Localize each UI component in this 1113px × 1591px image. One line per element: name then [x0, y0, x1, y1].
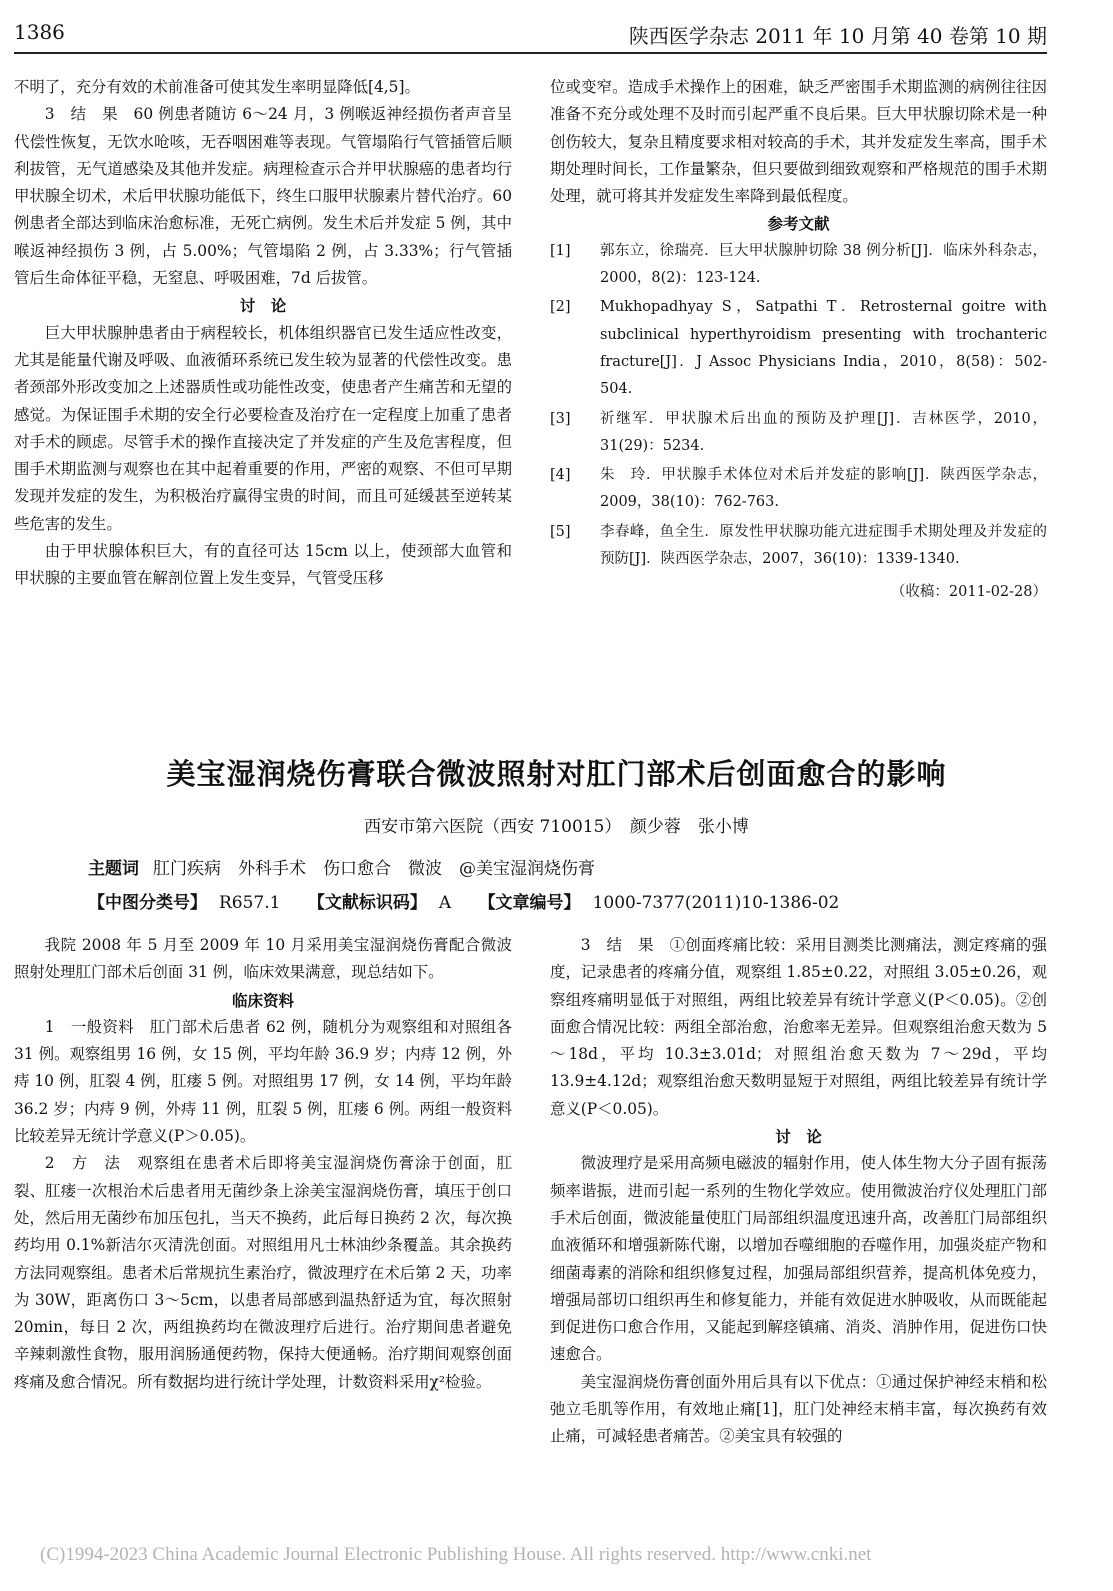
prev-article-right-column [550, 74, 1047, 607]
paragraph: 3 结 果 60 例患者随访 6～24 月，3 例喉返神经损伤者声音呈代偿性恢复，无饮水呛咳，无吞咽困难等表现。气管塌陷行气管插管后顺利拔管，无气道感染及其他并发症。病理检查示合并甲状腺癌的患者均行甲状腺全切术，术后甲状腺功能低下，终生口服甲状腺素片替代治疗。60 例患者全部达到临床治愈标准，无死亡病例。发生术后并发症 5 例，其中喉返神经损伤 3 例，占 5.00%；气管塌陷 2 例，占 3.33%；行气管插管后生命体征平稳，无窒息、呼吸困难，7d 后拔管。 [14, 105, 512, 288]
reference-item: [4] 朱 玲．甲状腺手术体位对术后并发症的影响[J]．陕西医学杂志，2009，38(10)：762-763. [550, 467, 1047, 511]
reference-item: [1] 郭东立，徐瑞亮．巨大甲状腺肿切除 38 例分析[J]．临床外科杂志，2000，8(2)：123-124. [550, 242, 1047, 287]
page-header [14, 20, 1047, 50]
clinical-heading: 临床资料 [231, 990, 294, 1010]
keywords-line [88, 854, 595, 879]
paragraph: 1 一般资料 肛门部术后患者 62 例，随机分为观察组和对照组各 31 例。观察组男 16 例，女 15 例，平均年龄 36.9 岁；内痔 12 例，外痔 10 例，肛裂 4 例，肛瘘 5 例。对照组男 17 例，女 14 例，平均年龄 36.2 岁；内痔 9 例，外痔 11 例，肛裂 5 例，肛瘘 6 例。两组一般资料比较差异无统计学意义(P＞0.05)。 [14, 1017, 512, 1146]
paragraph: 巨大甲状腺肿患者由于病程较长，机体组织器官已发生适应性改变，尤其是能量代谢及呼吸、血液循环系统已发生较为显著的代偿性改变。患者颈部外形改变加之上述器质性或功能性改变，使患者产生痛苦和无望的感觉。为保证围手术期的安全行必要检查及治疗在一定程度上加重了患者对手术的顾虑。尽管手术的操作直接决定了并发症的产生及危害程度，但围手术期监测与观察也在其中起着重要的作用，严密的观察、不但可早期发现并发症的发生，为积极治疗赢得宝贵的时间，而且可延缓甚至逆转某些危害的发生。 [14, 323, 512, 533]
header-rule [14, 52, 1047, 54]
paragraph: 我院 2008 年 5 月至 2009 年 10 月采用美宝湿润烧伤膏配合微波照射处理肛门部术后创面 31 例，临床效果满意，现总结如下。 [14, 936, 512, 982]
paragraph: 由于甲状腺体积巨大，有的直径可达 15cm 以上，使颈部大血管和甲状腺的主要血管在解剖位置上发生变异，气管受压移 [14, 542, 512, 588]
prev-article-left-column [14, 74, 512, 593]
keywords: 肛门疾病 外科手术 伤口愈合 微波 @美宝湿润烧伤膏 [153, 859, 595, 879]
classification-line [88, 888, 861, 913]
journal-title: 陕西医学杂志 2011 年 10 月第 40 卷第 10 期 [628, 24, 1047, 48]
paragraph: 微波理疗是采用高频电磁波的辐射作用，使人体生物大分子固有振荡频率谐振，进而引起一系列的生物化学效应。使用微波治疗仪处理肛门部手术后创面，微波能量使肛门局部组织温度迅速升高，改善肛门局部组织血液循环和增强新陈代谢，以增加吞噬细胞的吞噬作用，加强炎症产物和细菌毒素的消除和组织修复过程，加强局部组织营养，提高机体免疫力，增强局部切口组织再生和修复能力，并能有效促进水肿吸收，从而既能起到促进伤口愈合作用，又能起到解痉镇痛、消炎、消肿作用，促进伤口快速愈合。 [550, 1154, 1047, 1364]
paragraph: 3 结 果 ①创面疼痛比较：采用目测类比测痛法，测定疼痛的强度，记录患者的疼痛分值，观察组 1.85±0.22，对照组 3.05±0.26，观察组疼痛明显低于对照组，两组比较差异有统计学意义(P＜0.05)。②创面愈合情况比较：两组全部治愈，治愈率无差异。但观察组治愈天数为 5～18d，平均 10.3±3.01d；对照组治愈天数为 7～29d，平均 13.9±4.12d；观察组治愈天数明显短于对照组，两组比较差异有统计学意义(P＜0.05)。 [550, 936, 1047, 1118]
reference-item: [5] 李春峰，鱼全生．原发性甲状腺功能亢进症围手术期处理及并发症的预防[J]．陕西医学杂志，2007，36(10)：1339-1340. [550, 523, 1047, 568]
paragraph: 2 方 法 观察组在患者术后即将美宝湿润烧伤膏涂于创面，肛裂、肛瘘一次根治术后患者用无菌纱条上涂美宝湿润烧伤膏，填压于创口处，然后用无菌纱布加压包扎，当天不换药，此后每日换药 2 次，每次换药均用 0.1%新洁尔灭清洗创面。对照组用凡士林油纱条覆盖。其余换药方法同观察组。患者术后常规抗生素治疗，微波理疗在术后第 2 天，功率为 30W，距离伤口 3～5cm，以患者局部感到温热舒适为宜，每次照射 20min，每日 2 次，两组换药均在微波理疗后进行。治疗期间患者避免辛辣刺激性食物，服用润肠通便药物，保持大便通畅。治疗期间观察创面疼痛及愈合情况。所有数据均进行统计学处理，计数资料采用χ²检验。 [14, 1154, 512, 1391]
article-left-column [14, 932, 512, 1396]
keywords-label: 主题词 [88, 859, 139, 879]
article-right-column [550, 932, 1047, 1451]
references-heading: 参考文献 [767, 214, 830, 234]
class-value: R657.1 [219, 893, 281, 913]
article-title: 美宝湿润烧伤膏联合微波照射对肛门部术后创面愈合的影响 [166, 757, 947, 791]
discussion-heading: 讨 论 [775, 1127, 822, 1147]
paragraph: 位或变窄。造成手术操作上的困难，缺乏严密围手术期监测的病例往往因准备不充分或处理不及时而引起严重不良后果。巨大甲状腺切除术是一种创伤较大，复杂且精度要求相对较高的手术，其并发症发生率高，围手术期处理时间长，工作量繁杂，但只要做到细致观察和严格规范的围手术期处理，就可将其并发症发生率降到最低程度。 [550, 78, 1047, 206]
article-no-label: 【文章编号】 [478, 893, 581, 913]
page-number: 1386 [14, 20, 65, 44]
discussion-heading: 讨 论 [239, 296, 287, 316]
paragraph: 不明了，充分有效的术前准备可使其发生率明显降低[4,5]。 [14, 78, 420, 96]
paragraph: 美宝湿润烧伤膏创面外用后具有以下优点：①通过保护神经末梢和松弛立毛肌等作用，有效地止痛[1]，肛门处神经末梢丰富，每次换药有效止痛，可减轻患者痛苦。②美宝具有较强的 [550, 1372, 1047, 1446]
doc-value: A [438, 893, 452, 913]
reference-item: [3] 祈继军．甲状腺术后出血的预防及护理[J]．吉林医学，2010，31(29)：5234. [550, 410, 1047, 454]
reference-item: [2] Mukhopadhyay S，Satpathi T．Retrosternal goitre with subclinical hyperthyroidism presenting with trochanteric fracture[J]．J Assoc Physicians India，2010，8(58)：502-504. [550, 299, 1047, 398]
received-date: （收稿：2011-02-28） [890, 584, 1047, 601]
article-no-value: 1000-7377(2011)10-1386-02 [592, 893, 840, 913]
class-label: 【中图分类号】 [88, 893, 207, 913]
copyright-watermark: (C)1994-2023 China Academic Journal Electronic Publishing House. All rights reserved. http://www.cnki.net [40, 1544, 872, 1565]
doc-label: 【文献标识码】 [307, 893, 427, 913]
author-affiliation: 西安市第六医院（西安 710015） 颜少蓉 张小博 [364, 817, 749, 837]
